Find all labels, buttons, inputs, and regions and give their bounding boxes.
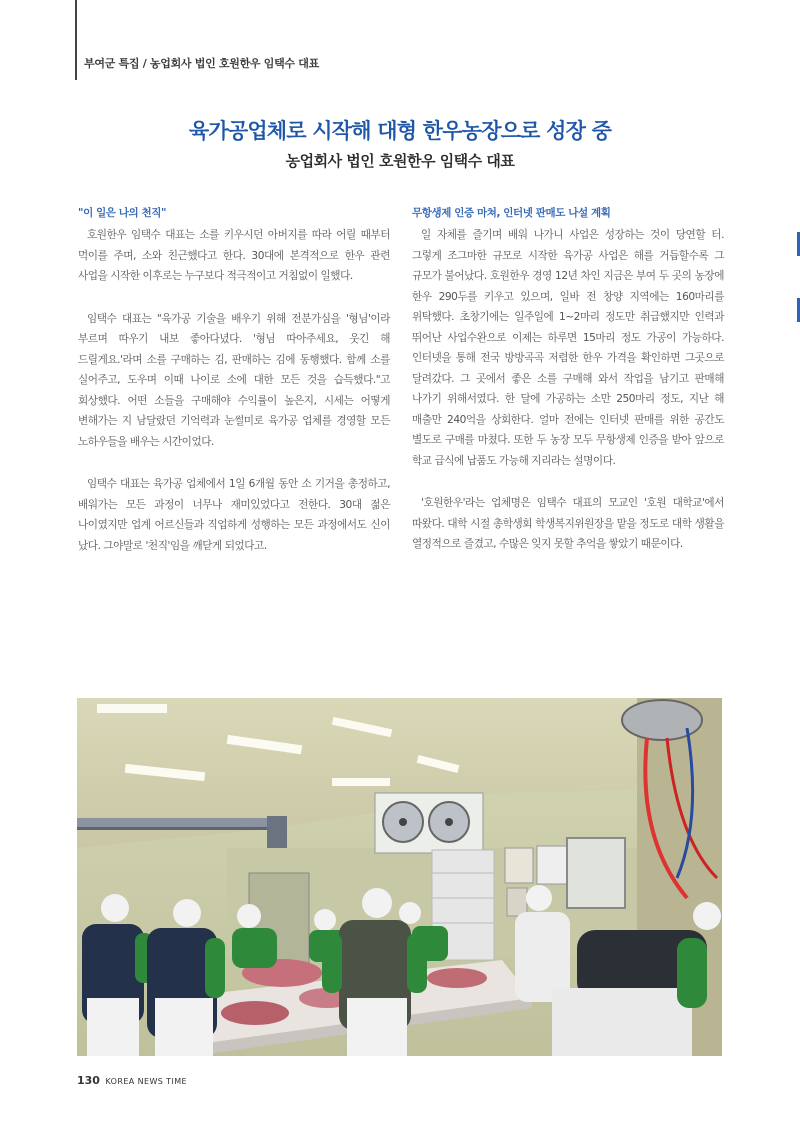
article-subtitle: 농업회사 법인 호원한우 임택수 대표: [285, 152, 515, 170]
paragraph: '호원한우'라는 업체명은 임택수 대표의 모교인 '호원 대학교'에서 따왔다. 대학 시절 총학생회 학생복지위원장을 맡을 정도로 대학 생활을 열정적으로 즐겼고, 수많은 잊지 못할 추억을 쌓았기 때문이다.: [412, 497, 724, 550]
section-label: 부여군 특집 / 농업회사 법인 호원한우 임택수 대표: [84, 57, 319, 70]
page-footer: [77, 1074, 187, 1087]
header-rule: [75, 0, 77, 80]
paragraph: 호원한우 임택수 대표는 소를 키우시던 아버지를 따라 어릴 때부터 먹이를 주며, 소와 친근했다고 한다. 30대에 본격적으로 한우 관련 사업을 시작한 이후로는 누구보다 적극적이고 거침없이 일했다.: [78, 229, 390, 282]
article-title: 육가공업체로 시작해 대형 한우농장으로 성장 중: [188, 119, 612, 143]
paragraph: 임택수 대표는 육가공 업체에서 1일 6개월 동안 소 기거을 총정하고, 배워가는 모든 과정이 너무나 재미있었다고 전한다. 30대 젊은 나이였지만 업계 어르신들과 직업하게 성행하는 모든 과정에서도 신이 났다. 그야말로 '천직'임을 깨닫게 되었다고.: [78, 478, 390, 552]
page-number: 130: [77, 1074, 100, 1087]
left-column-heading: "이 일은 나의 천직": [78, 207, 167, 219]
right-column-heading: 무항생제 인증 마쳐, 인터넷 판매도 나설 계획: [412, 207, 611, 219]
paragraph: 임택수 대표는 "육가공 기술을 배우기 위해 전분가심을 '형님'이라 부르며 따우기 내보 좋아다녔다. '형님 따아주세요, 웃긴 해 드릴게요.'라며 소를 구매하는 김, 판매하는 김에 동행했다. 함께 소를 실어주고, 도우며 이때 나이로 소에 대한 모든 것을 습득했다."고 회상했다. 어떤 소들을 구매해야 수익률이 높은지, 시세는 어떻게 변해가는 지 남달랐던 기억력과 눈썰미로 육가공 업체를 경영할 모든 노하우들을 배우는 시간이었다.: [78, 312, 390, 448]
right-column: [412, 205, 724, 577]
photo-illustration: [77, 698, 722, 1056]
left-column: [78, 205, 390, 578]
paragraph: 일 자체를 즐기며 배워 나가니 사업은 성장하는 것이 당연할 터. 그렇게 조그마한 규모로 시작한 육가공 사업은 해를 거듭할수록 그 규모가 불어났다. 호원한우 경영 12년 차인 지금은 부여 두 곳의 농장에 한우 290두를 키우고 있으며, 일바 전 창양 지역에는 160마리를 위탁했다. 초창기에는 일주일에 1~2마리 정도만 취급했지만 인력과 뛰어난 사업수완으로 이제는 하루면 15마리 정도 가공이 가능하다. 인터넷을 통해 전국 방방곡곡 저렴한 한우 가격을 확인하면 그곳으로 달려갔다. 그 곳에서 좋은 소를 구매해 와서 작업을 남기고 판매해 나가기 위해서였다. 한 달에 가공하는 소만 250마리 정도, 지난 해 매출만 240억을 상회한다. 얼마 전에는 인터넷 판매를 위한 공간도 별도로 구매를 마쳤다. 또한 두 농장 모두 무항생제 인증을 받아 앞으로 학교 급식에 납품도 가능해 지리라는 설명이다.: [412, 229, 724, 467]
publication-name: KOREA NEWS TIME: [105, 1077, 187, 1086]
meat-processing-photo: [77, 698, 722, 1056]
